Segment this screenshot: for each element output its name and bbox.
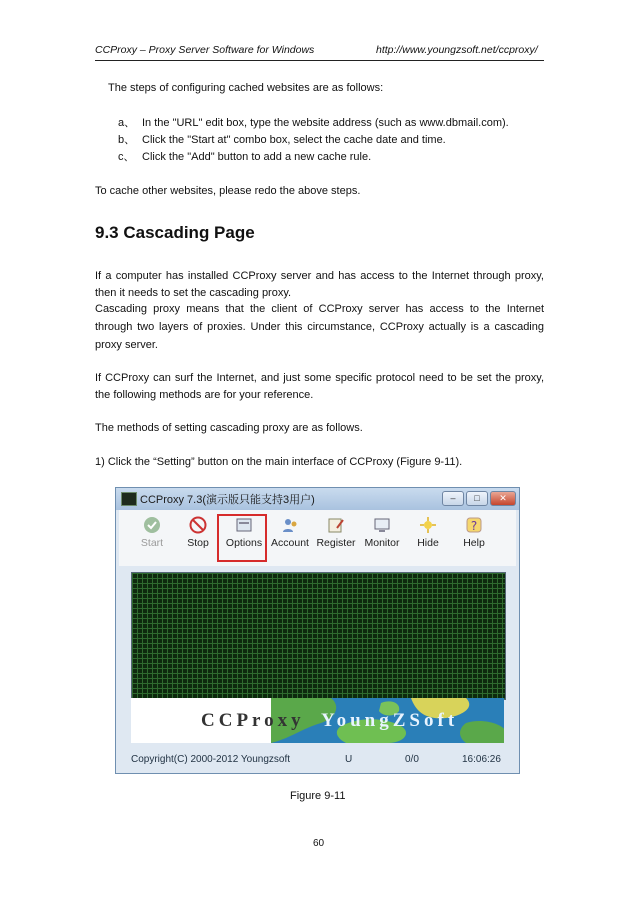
para2-line3: proxy server. [95,339,158,351]
ccproxy-banner [131,698,504,743]
section-title: 9.3 Cascading Page [95,223,255,242]
header-rule [95,60,544,61]
para3-line2: the following methods are for your reference. [95,389,314,401]
svg-text:?: ? [470,519,478,533]
ccproxy-window-screenshot [115,487,520,774]
step-marker-c: c、 [118,151,135,163]
banner-product-name: CCProxy [201,710,305,731]
running-header-url: http://www.youngzsoft.net/ccproxy/ [376,44,538,56]
monitor-icon [373,516,391,534]
step-text-a: In the "URL" edit box, type the website address (such as www.dbmail.com). [142,117,509,129]
step-marker-b: b、 [118,134,136,146]
options-highlight-box [217,514,267,562]
account-label: Account [271,537,309,549]
status-bar [119,750,516,770]
figure-caption: Figure 9-11 [290,790,346,802]
ccproxy-app-icon [121,492,137,506]
close-icon[interactable]: ✕ [490,491,516,506]
hide-label: Hide [417,537,439,549]
help-button[interactable] [451,512,497,564]
options-label: Options [225,537,263,549]
account-icon [281,516,299,534]
redo-note: To cache other websites, please redo the above steps. [95,185,361,197]
stop-icon [189,516,207,534]
page-number: 60 [313,838,325,849]
step-text-b: Click the "Start at" combo box, select the cache date and time. [142,134,446,146]
register-label: Register [316,537,356,549]
main-toolbar [119,510,516,566]
stop-label: Stop [187,537,209,549]
traffic-monitor-grid [131,572,506,700]
para1-line2: then it needs to set the cascading proxy. [95,287,292,299]
help-icon [465,516,483,534]
status-count: 0/0 [405,754,419,765]
window-titlebar [116,488,519,510]
register-icon [327,516,345,534]
running-header-title: CCProxy – Proxy Server Software for Windows [95,44,315,56]
register-button[interactable] [313,512,359,564]
start-button[interactable] [129,512,175,564]
para3-line1: If CCProxy can surf the Internet, and just some specific protocol need to be set the proxy, [95,372,544,384]
start-icon [143,516,161,534]
monitor-button[interactable] [359,512,405,564]
para2-line1: Cascading proxy means that the client of CCProxy server has access to the Internet [95,303,544,315]
methods-intro: The methods of setting cascading proxy are as follows. [95,422,363,434]
banner-company-name: YoungZSoft [321,710,459,731]
step-marker-a: a、 [118,117,136,129]
status-copyright: Copyright(C) 2000-2012 Youngzsoft [131,754,290,765]
help-label: Help [463,537,485,549]
step-text-c: Click the "Add" button to add a new cache rule. [142,151,372,163]
step1-instruction: 1) Click the “Setting” button on the main interface of CCProxy (Figure 9-11). [95,456,463,468]
account-button[interactable] [267,512,313,564]
start-label: Start [140,537,164,549]
window-title: CCProxy 7.3(演示版只能支持3用户) [140,494,315,506]
status-u: U [345,754,353,765]
hide-icon [419,516,437,534]
minimize-icon[interactable]: – [442,491,464,506]
hide-button[interactable] [405,512,451,564]
status-time: 16:06:26 [462,754,501,765]
stop-button[interactable] [175,512,221,564]
para1-line1: If a computer has installed CCProxy server and has access to the Internet through proxy, [95,270,544,282]
maximize-icon[interactable]: □ [466,491,488,506]
para2-line2: through two layers of proxies. Under this circumstance, CCProxy actually is a cascading [95,321,544,333]
monitor-label: Monitor [364,537,400,549]
steps-intro: The steps of configuring cached websites are as follows: [108,82,384,94]
